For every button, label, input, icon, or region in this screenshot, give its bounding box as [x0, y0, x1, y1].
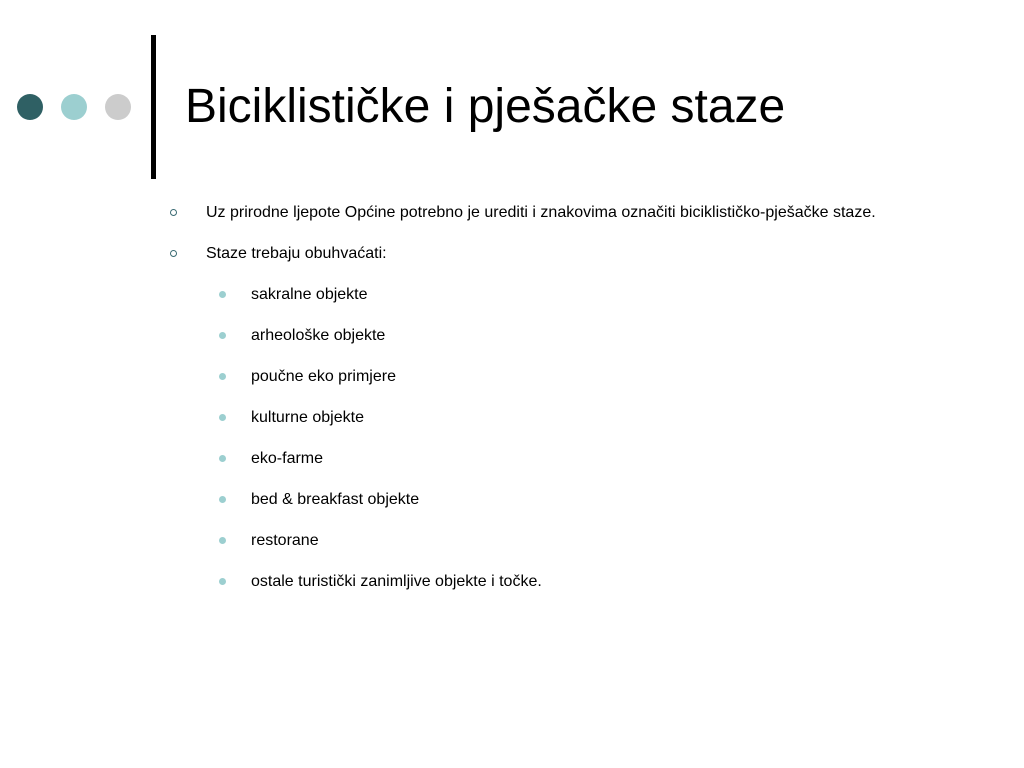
- list-item: [251, 531, 319, 551]
- list-item: [251, 408, 364, 428]
- filled-bullet-icon: [219, 455, 226, 462]
- filled-bullet-icon: [219, 578, 226, 585]
- filled-bullet-icon: [219, 414, 226, 421]
- filled-bullet-icon: [219, 332, 226, 339]
- list-item: [206, 244, 387, 264]
- hollow-bullet-icon: [170, 250, 177, 257]
- filled-bullet-icon: [219, 537, 226, 544]
- list-item: [206, 203, 876, 223]
- list-item: [251, 285, 368, 305]
- filled-bullet-icon: [219, 291, 226, 298]
- list-item: [251, 490, 419, 510]
- list-item: [251, 367, 396, 387]
- list-item-text: restorane: [251, 532, 319, 549]
- list-item-text: bed & breakfast objekte: [251, 491, 420, 508]
- list-item-text: arheološke objekte: [251, 327, 386, 344]
- filled-bullet-icon: [219, 496, 226, 503]
- list-item-text: poučne eko primjere: [251, 368, 396, 385]
- list-item-text: kulturne objekte: [251, 409, 364, 426]
- hollow-bullet-icon: [170, 209, 177, 216]
- list-item: [251, 572, 542, 592]
- list-item-text: ostale turistički zanimljive objekte i točke.: [251, 573, 542, 590]
- list-item: [251, 326, 385, 346]
- list-item-text: sakralne objekte: [251, 286, 368, 303]
- filled-bullet-icon: [219, 373, 226, 380]
- list-item-text: eko-farme: [251, 450, 324, 467]
- slide-title: Biciklističke i pješačke staze: [185, 80, 786, 133]
- list-item: [251, 449, 323, 469]
- list-item-text: Staze trebaju obuhvaćati:: [206, 245, 387, 262]
- list-item-text: Uz prirodne ljepote Općine potrebno je urediti i znakovima označiti biciklističko-pješačke staze.: [206, 204, 876, 221]
